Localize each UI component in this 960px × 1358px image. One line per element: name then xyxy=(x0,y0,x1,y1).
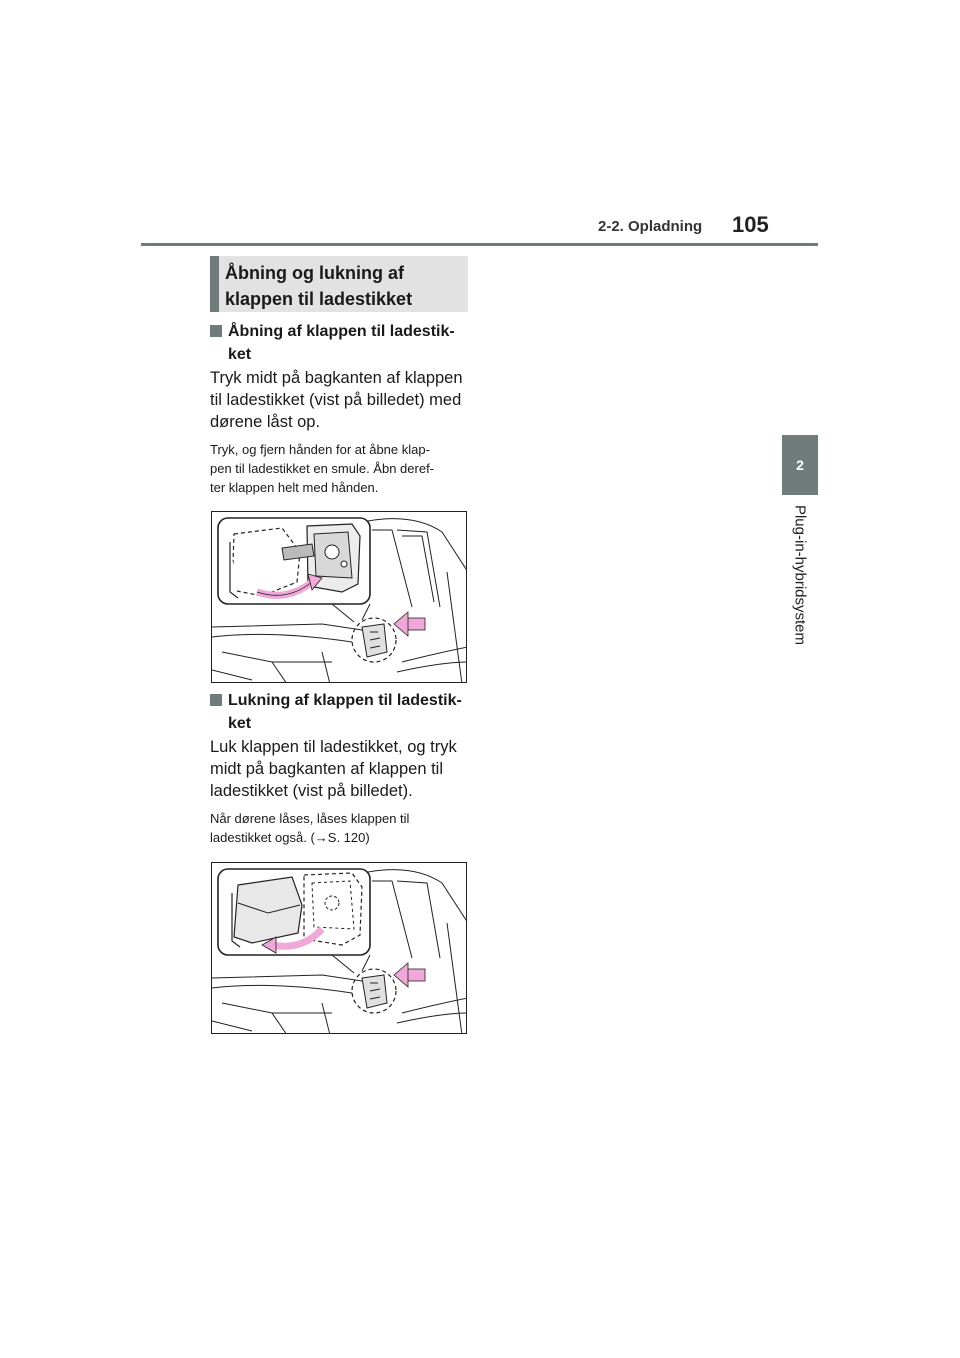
opening-illustration xyxy=(212,512,467,683)
opening-note-line-3: ter klappen helt med hånden. xyxy=(210,480,379,495)
opening-body-line-3: dørene låst op. xyxy=(210,413,321,431)
opening-subheading xyxy=(210,320,468,366)
closing-body-line-3: ladestikket (vist på billedet). xyxy=(210,782,413,800)
header-divider xyxy=(141,243,818,246)
closing-body-line-1: Luk klappen til ladestikket, og tryk xyxy=(210,738,457,756)
opening-subheading-line-2: ket xyxy=(228,346,252,363)
opening-note-line-2: pen til ladestikket en smule. Åbn deref- xyxy=(210,461,435,476)
arrow-right-icon: → xyxy=(314,830,328,845)
closing-note-prefix: ladestikket også. ( xyxy=(210,830,315,845)
chapter-tab: 2 xyxy=(782,435,818,495)
figure-opening-charging-lid xyxy=(211,511,467,683)
page-number: 105 xyxy=(732,212,769,237)
section-heading-box xyxy=(210,256,468,312)
section-heading-line-2: klappen til ladestikket xyxy=(225,289,413,309)
closing-note xyxy=(210,809,470,847)
opening-body-line-2: til ladestikket (vist på billedet) med xyxy=(210,391,462,409)
opening-subheading-line-1: Åbning af klappen til ladestik- xyxy=(228,323,455,340)
section-title-header: 2-2. Opladning xyxy=(598,218,703,235)
square-bullet-icon xyxy=(210,325,222,337)
closing-subheading-line-2: ket xyxy=(228,715,252,732)
closing-illustration xyxy=(212,863,467,1034)
opening-note-line-1: Tryk, og fjern hånden for at åbne klap- xyxy=(210,442,430,457)
figure-closing-charging-lid xyxy=(211,862,467,1034)
closing-body xyxy=(210,736,470,802)
closing-note-line-2 xyxy=(210,828,470,847)
section-heading-line-1: Åbning og lukning af xyxy=(225,263,404,283)
closing-note-line-1: Når dørene låses, låses klappen til xyxy=(210,811,410,826)
page-reference-link[interactable]: S. 120) xyxy=(327,830,370,845)
opening-body-line-1: Tryk midt på bagkanten af klappen xyxy=(210,369,463,387)
chapter-title: Plug-in-hybridsystem xyxy=(791,504,809,646)
square-bullet-icon xyxy=(210,694,222,706)
closing-body-line-2: midt på bagkanten af klappen til xyxy=(210,760,443,778)
opening-body xyxy=(210,367,470,433)
opening-note xyxy=(210,440,470,497)
closing-subheading-line-1: Lukning af klappen til ladestik- xyxy=(228,692,462,709)
closing-subheading xyxy=(210,689,468,735)
